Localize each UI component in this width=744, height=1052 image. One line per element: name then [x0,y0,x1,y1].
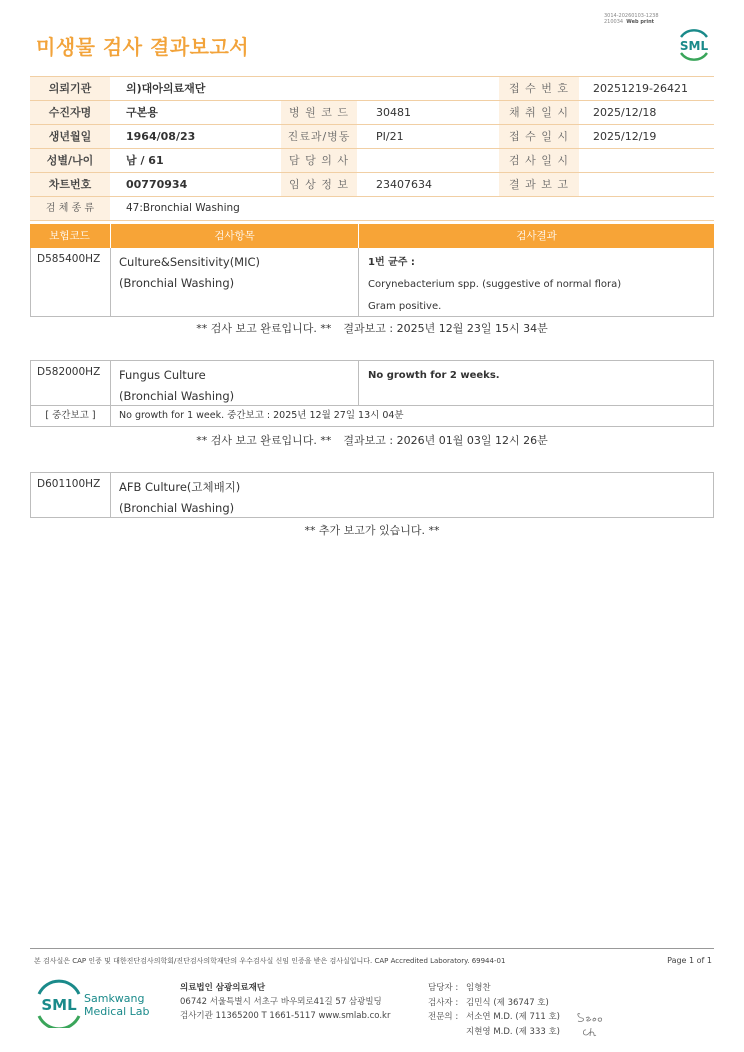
label-sex-age: 성별/나이 [30,149,110,172]
info-row-birth [30,125,714,149]
info-row-institution [30,76,714,101]
report-complete-line: ** 검사 보고 완료입니다. ** 결과보고 : 2025년 12월 23일 15시 34분 [196,322,548,335]
label-test-date: 검 사 일 시 [499,149,579,172]
label-receipt-date: 접 수 일 시 [499,125,579,148]
label-department: 진료과/병동 [281,125,357,148]
svg-text:Samkwang: Samkwang [84,992,145,1005]
value-chart-no: 00770934 [126,178,188,191]
organization-info: 의료법인 삼광의료재단 06742 서울특별시 서초구 바우뫼로41길 57 삼광빌딩 검사기관 11365200 T 1661-5117 www.smlab.co.kr [180,983,391,1021]
header-test-result: 검사결과 [358,224,714,248]
report-complete-line: ** 검사 보고 완료입니다. ** 결과보고 : 2026년 01월 03일 12시 26분 [196,434,548,447]
value-department: PI/21 [376,130,404,143]
accreditation-note: 본 검사실은 CAP 인증 및 대한진단검사의학회/진단검사의학재단의 우수검사실 신임 인증을 받은 검사실입니다. CAP Accredited Laboratory. 69944-01 [34,957,506,965]
header-test-item: 검사항목 [110,224,358,248]
svg-text:SML: SML [41,996,77,1014]
info-row-specimen [30,197,714,221]
value-collection-date: 2025/12/18 [593,106,657,119]
label-result-report: 결 과 보 고 [499,173,579,196]
samkwang-logo-icon [36,978,160,1028]
label-patient-name: 수진자명 [30,101,110,124]
value-sex-age: 남 / 61 [126,154,164,167]
label-clinical-info: 임 상 정 보 [281,173,357,196]
interim-report-row [30,406,714,427]
test-item: AFB Culture(고체배지) (Bronchial Washing) [119,480,241,515]
sml-logo-icon [676,26,712,62]
interim-text: No growth for 1 week. 중간보고 : 2025년 12월 27일 13시 04분 [119,410,404,421]
interim-label: [ 중간보고 ] [31,406,111,426]
test-code: D601100HZ [37,478,101,490]
svg-text:SML: SML [679,39,709,53]
label-hospital-code: 병 원 코 드 [281,101,357,124]
value-institution: 의)대아의료재단 [126,82,206,95]
label-physician: 담 당 의 사 [281,149,357,172]
footer-divider [30,948,714,949]
svg-text:Medical Lab: Medical Lab [84,1005,150,1018]
test-item: Fungus Culture (Bronchial Washing) [119,368,235,403]
test-block-fungus-culture [30,360,714,406]
label-institution: 의뢰기관 [30,77,110,100]
report-title: 미생물 검사 결과보고서 [36,35,250,59]
results-table-header [30,224,714,248]
page-number: Page 1 of 1 [667,956,712,965]
test-block-culture-sensitivity [30,248,714,317]
label-collection-date: 채 취 일 시 [499,101,579,124]
value-birth-date: 1964/08/23 [126,130,196,143]
print-info: 3014-20260103-1238 210034 Web print [604,13,659,25]
value-accession-no: 20251219-26421 [593,82,688,95]
patient-info-table [30,76,714,221]
label-birth-date: 생년월일 [30,125,110,148]
staff-list: 담당자 : 임형찬 검사자 : 김민식 (제 36747 호) 전문의 : 서소연 M.D. (제 711 호) 지현영 M.D. (제 333 호) [428,983,561,1037]
info-row-sex-age [30,149,714,173]
pending-report-line: ** 추가 보고가 있습니다. ** [304,524,440,537]
signature-icon [574,1006,608,1040]
label-specimen-type: 검 체 종 류 [30,197,110,220]
value-patient-name: 구본용 [126,106,158,119]
test-code: D585400HZ [37,253,101,265]
label-accession-no: 접 수 번 호 [499,77,579,100]
test-block-afb-culture [30,472,714,518]
value-receipt-date: 2025/12/19 [593,130,657,143]
value-hospital-code: 30481 [376,106,411,119]
test-result: No growth for 2 weeks. [368,370,500,381]
value-specimen-type: 47:Bronchial Washing [126,202,240,214]
value-clinical-info: 23407634 [376,178,432,191]
header-insurance-code: 보험코드 [49,230,90,242]
info-row-patient [30,101,714,125]
label-chart-no: 차트번호 [30,173,110,196]
test-item: Culture&Sensitivity(MIC) (Bronchial Washing) [119,255,261,290]
test-code: D582000HZ [37,366,101,378]
test-result: 1번 균주 : Corynebacterium spp. (suggestive of normal flora) Gram positive. [368,257,622,312]
info-row-chart [30,173,714,197]
